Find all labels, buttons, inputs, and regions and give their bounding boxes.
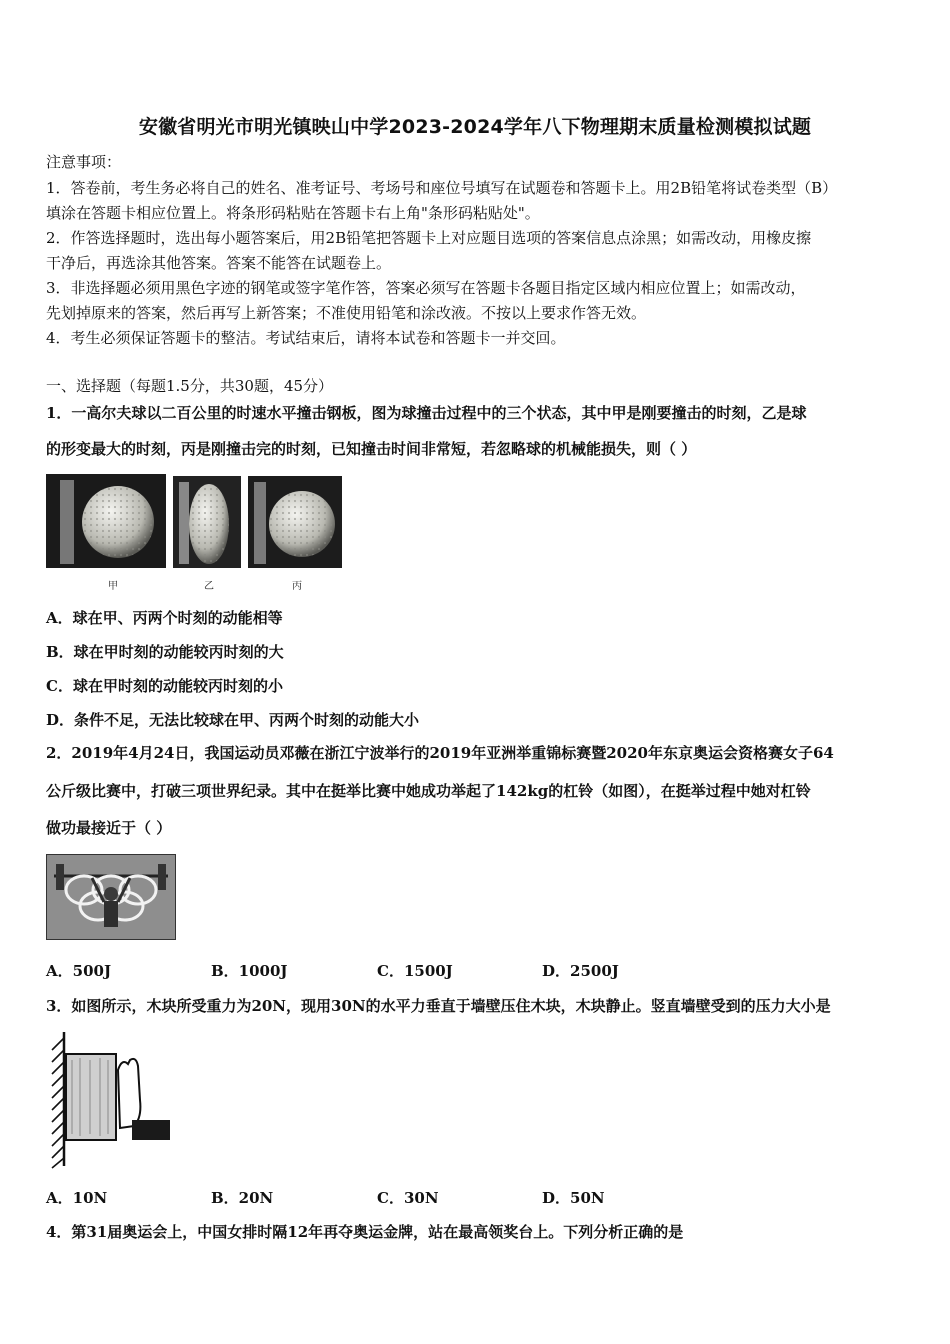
option-d[interactable]: D．50N <box>542 1189 605 1207</box>
lifter-head <box>104 887 118 901</box>
question-2-text: 公斤级比赛中，打破三项世界纪录。其中在挺举比赛中她成功举起了142kg的杠铃（如图），在挺举过程中她对杠铃 <box>46 782 811 800</box>
option-c[interactable]: C．30N <box>377 1189 439 1207</box>
option-c[interactable]: C．球在甲时刻的动能较丙时刻的小 <box>46 677 283 695</box>
figure-caption: 乙 <box>204 581 214 592</box>
question-2-text: 2．2019年4月24日，我国运动员邓薇在浙江宁波举行的2019年亚洲举重锦标赛暨2020年东京奥运会资格赛女子64 <box>46 744 834 762</box>
question-2-text: 做功最接近于（ ） <box>46 819 172 837</box>
question-1-text: 1．一高尔夫球以二百公里的时速水平撞击钢板，图为球撞击过程中的三个状态，其中甲是刚要撞击的时刻，乙是球 <box>46 404 807 422</box>
notice-line: 3．非选择题必须用黑色字迹的钢笔或签字笔作答，答案必须写在答题卡各题目指定区域内相应位置上；如需改动， <box>46 279 806 297</box>
option-a[interactable]: A．球在甲、丙两个时刻的动能相等 <box>46 609 283 627</box>
notice-line: 4．考生必须保证答题卡的整洁。考试结束后，请将本试卷和答题卡一并交回。 <box>46 329 566 347</box>
option-b[interactable]: B．20N <box>211 1189 274 1207</box>
section-heading: 一、选择题（每题1.5分，共30题，45分） <box>46 377 334 395</box>
option-d[interactable]: D．条件不足，无法比较球在甲、丙两个时刻的动能大小 <box>46 711 420 729</box>
question-1-text: 的形变最大的时刻，丙是刚撞击完的时刻，已知撞击时间非常短，若忽略球的机械能损失，则（ ） <box>46 440 697 458</box>
question-3-text: 3．如图所示，木块所受重力为20N，现用30N的水平力垂直于墙壁压住木块，木块静止。竖直墙壁受到的压力大小是 <box>46 997 831 1015</box>
notice-line: 填涂在答题卡相应位置上。将条形码粘贴在答题卡右上角"条形码粘贴处"。 <box>46 204 540 222</box>
steel-plate <box>179 482 189 564</box>
figure-caption: 丙 <box>292 581 302 592</box>
page-title: 安徽省明光市明光镇映山中学2023-2024学年八下物理期末质量检测模拟试题 <box>138 116 812 138</box>
option-b[interactable]: B．1000J <box>211 962 288 980</box>
wood-block <box>66 1054 116 1140</box>
figure-caption: 甲 <box>108 581 118 592</box>
weightlifter-figure <box>46 854 176 940</box>
steel-plate <box>60 480 74 564</box>
question-4-text: 4．第31届奥运会上，中国女排时隔12年再夺奥运金牌，站在最高领奖台上。下列分析正确的是 <box>46 1223 684 1241</box>
option-b[interactable]: B．球在甲时刻的动能较丙时刻的大 <box>46 643 284 661</box>
notice-line: 1．答卷前，考生务必将自己的姓名、准考证号、考场号和座位号填写在试题卷和答题卡上。用2B铅笔将试卷类型（B） <box>46 179 838 197</box>
wall-block-figure <box>46 1030 176 1170</box>
option-d[interactable]: D．2500J <box>542 962 619 980</box>
notice-line: 2．作答选择题时，选出每小题答案后，用2B铅笔把答题卡上对应题目选项的答案信息点涂黑；如需改动，用橡皮擦 <box>46 229 812 247</box>
hand <box>118 1059 140 1128</box>
option-c[interactable]: C．1500J <box>377 962 453 980</box>
sleeve <box>132 1120 170 1140</box>
notice-line: 干净后，再选涂其他答案。答案不能答在试题卷上。 <box>46 254 392 272</box>
option-a[interactable]: A．500J <box>46 962 112 980</box>
steel-plate <box>254 482 266 564</box>
wall-hatching <box>52 1038 64 1168</box>
golf-ball-figure <box>46 474 346 574</box>
notice-line: 先划掉原来的答案，然后再写上新答案；不准使用铅笔和涂改液。不按以上要求作答无效。 <box>46 304 647 322</box>
option-a[interactable]: A．10N <box>46 1189 108 1207</box>
notice-heading: 注意事项： <box>46 153 122 171</box>
lifter-body <box>104 901 118 927</box>
